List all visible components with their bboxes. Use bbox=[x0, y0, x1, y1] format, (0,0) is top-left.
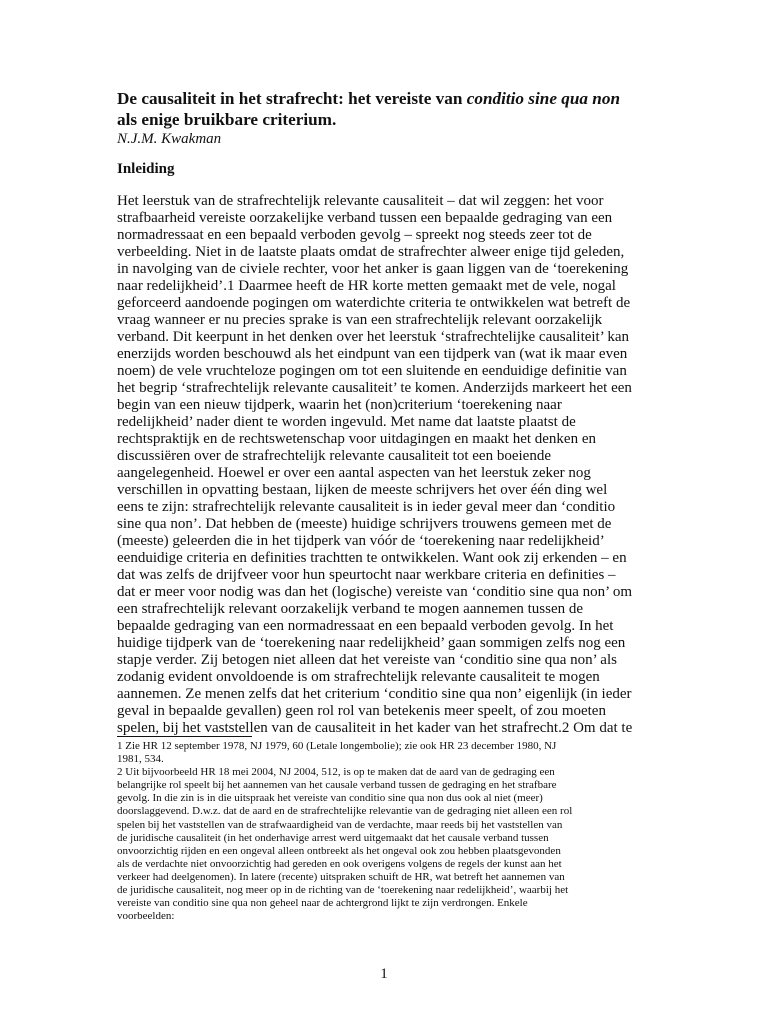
body-line: sine qua non’. Dat hebben de (meeste) huidige schrijvers trouwens gemeen met de bbox=[117, 516, 612, 532]
footnote-line: de juridische causaliteit, nog meer op in de richting van de ‘toerekening naar redelijkheid’, waarbij het bbox=[117, 884, 569, 897]
body-line: bepaalde gedraging van een normadressaat en een bepaald verboden gevolg. In het bbox=[117, 618, 614, 634]
body-line: enerzijds worden beschouwd als het eindpunt van een tijdperk van (wat ik maar even bbox=[117, 346, 628, 362]
title-italic: conditio sine qua non bbox=[466, 89, 621, 108]
footnote-line: als de verdachte niet onvoorzichtig had gereden en ook overigens volgens de regels der kunst aan het bbox=[117, 857, 562, 870]
body-line: begin van een nieuw tijdperk, waarin het (non)criterium ‘toerekening naar bbox=[117, 397, 562, 413]
footnote-line: onvoorzichtig rijden en een ongeval alleen ontbreekt als het ongeval ook zou hebben plaatsgevonden bbox=[117, 844, 561, 857]
footnote-line: verkeer had deelgenomen). In latere (recente) uitspraken schuift de HR, wat betreft het aannemen van bbox=[117, 870, 565, 883]
footnote-line: 1981, 534. bbox=[117, 753, 164, 766]
footnote-line: vereiste van conditio sine qua non geheel naar de achtergrond lijkt te zijn verdrongen. Enkele bbox=[117, 897, 528, 910]
body-line: rechtspraktijk en de rechtswetenschap voor uitdagingen en maakt het denken en bbox=[117, 431, 596, 447]
body-text bbox=[117, 193, 658, 737]
footnote-line: voorbeelden: bbox=[117, 910, 175, 923]
footnote-line: doorslaggevend. D.w.z. dat de aard en de strafrechtelijke relevantie van de gedraging niet alleen een rol bbox=[117, 805, 573, 818]
body-line: verband. Dit keerpunt in het denken over het leerstuk ‘strafrechtelijke causaliteit’ kan bbox=[117, 329, 630, 345]
body-line: huidige tijdperk van de ‘toerekening naar redelijkheid’ gaan sommigen zelfs nog een bbox=[117, 635, 626, 651]
title-part-2: als enige bruikbare criterium. bbox=[117, 110, 337, 129]
footnote-line: 1 Zie HR 12 september 1978, NJ 1979, 60 (Letale longembolie); zie ook HR 23 december 1980, NJ bbox=[117, 740, 557, 752]
page-number: 1 bbox=[380, 966, 388, 982]
body-line: eenduidige criteria en definities trachtten te ontwikkelen. Want ook zij erkenden – en bbox=[117, 550, 627, 566]
body-line: naar redelijkheid’.1 Daarmee heeft de HR korte metten gemaakt met de vele, nogal bbox=[117, 278, 616, 294]
section-heading: Inleiding bbox=[117, 161, 175, 177]
body-line: verschillen in opvatting bestaan, lijken de meeste schrijvers het over één ding wel bbox=[117, 482, 608, 498]
body-line: discussiëren over de strafrechtelijk relevante causaliteit tot een boeiende bbox=[117, 448, 551, 464]
footnote-line: 2 Uit bijvoorbeeld HR 18 mei 2004, NJ 2004, 512, is op te maken dat de aard van de gedraging een bbox=[117, 766, 555, 779]
body-line: geforceerd aandoende pogingen om waterdichte criteria te ontwikkelen wat betreft de bbox=[117, 295, 631, 311]
author: N.J.M. Kwakman bbox=[117, 131, 222, 147]
body-line: het begrip ‘strafrechtelijk relevante causaliteit’ te komen. Anderzijds markeert het een bbox=[117, 380, 632, 396]
body-line: aannemen. Ze menen zelfs dat het criterium ‘conditio sine qua non’ eigenlijk (in ieder bbox=[117, 686, 632, 702]
body-line: (meeste) geleerden die in het tijdperk van vóór de ‘toerekening naar redelijkheid’ bbox=[117, 533, 605, 549]
footnote-line: de juridische causaliteit (in het onderhavige arrest werd uitgemaakt dat het causale verband tussen bbox=[117, 831, 549, 844]
title-block bbox=[117, 88, 677, 148]
body-line: vraag wanneer er nu precies sprake is van een strafrechtelijk relevant oorzakelijk bbox=[117, 312, 603, 328]
body-line: dat was zelfs de drijfveer voor hun speurtocht naar werkbare criteria en definities – bbox=[117, 567, 616, 583]
document-title bbox=[117, 88, 677, 130]
body-line: stapje verder. Zij betogen niet alleen dat het vereiste van ‘conditio sine qua non’ als bbox=[117, 652, 617, 668]
body-line: strafbaarheid vereiste oorzakelijke verband tussen een bepaalde gedraging van een bbox=[117, 210, 613, 226]
footnote-line: spelen bij het vaststellen van de strafwaardigheid van de verdachte, maar reeds bij het vaststellen van bbox=[117, 818, 563, 831]
body-line: zodanig evident onvoldoende is om strafrechtelijk relevante causaliteit te mogen bbox=[117, 669, 600, 685]
body-line: spelen, bij het vaststellen van de causaliteit in het kader van het strafrecht.2 Om dat te bbox=[117, 720, 633, 736]
body-line: aangelegenheid. Hoewel er over een aantal aspecten van het leerstuk zeker nog bbox=[117, 465, 591, 481]
body-line: geval in bepaalde gevallen) geen rol rol van betekenis meer speelt, of zou moeten bbox=[117, 703, 606, 719]
footnotes bbox=[117, 740, 658, 923]
body-line: een strafrechtelijk relevant oorzakelijk verband te mogen aannemen tussen de bbox=[117, 601, 584, 617]
body-line: verbeelding. Niet in de laatste plaats omdat de strafrechter alweer enige tijd geleden, bbox=[117, 244, 625, 260]
body-line: redelijkheid’ nader dient te worden ingevuld. Met name dat laatste plaatst de bbox=[117, 414, 576, 430]
footnote-separator bbox=[117, 736, 252, 737]
footnote-line: gevolg. In die zin is in die uitspraak het vereiste van conditio sine qua non dus ook al niet (meer) bbox=[117, 792, 543, 805]
body-line: dat er meer voor nodig was dan het (logische) vereiste van ‘conditio sine qua non’ om bbox=[117, 584, 632, 600]
body-line: eens te zijn: strafrechtelijk relevante causaliteit is in ieder geval meer dan ‘conditio bbox=[117, 499, 616, 515]
body-line: Het leerstuk van de strafrechtelijk relevante causaliteit – dat wil zeggen: het voor bbox=[117, 193, 604, 209]
body-line: noem) de vele vruchteloze pogingen om tot een sluitende en eenduidige definitie van bbox=[117, 363, 627, 379]
title-part-1: De causaliteit in het strafrecht: het vereiste van bbox=[117, 89, 467, 108]
footnote-line: belangrijke rol speelt bij het aannemen van het causale verband tussen de gedraging en het strafbare bbox=[117, 779, 557, 792]
body-line: normadressaat en een bepaald verboden gevolg – spreekt nog steeds zeer tot de bbox=[117, 227, 592, 243]
body-line: in navolging van de civiele rechter, voor het anker is gaan liggen van de ‘toerekening bbox=[117, 261, 629, 277]
